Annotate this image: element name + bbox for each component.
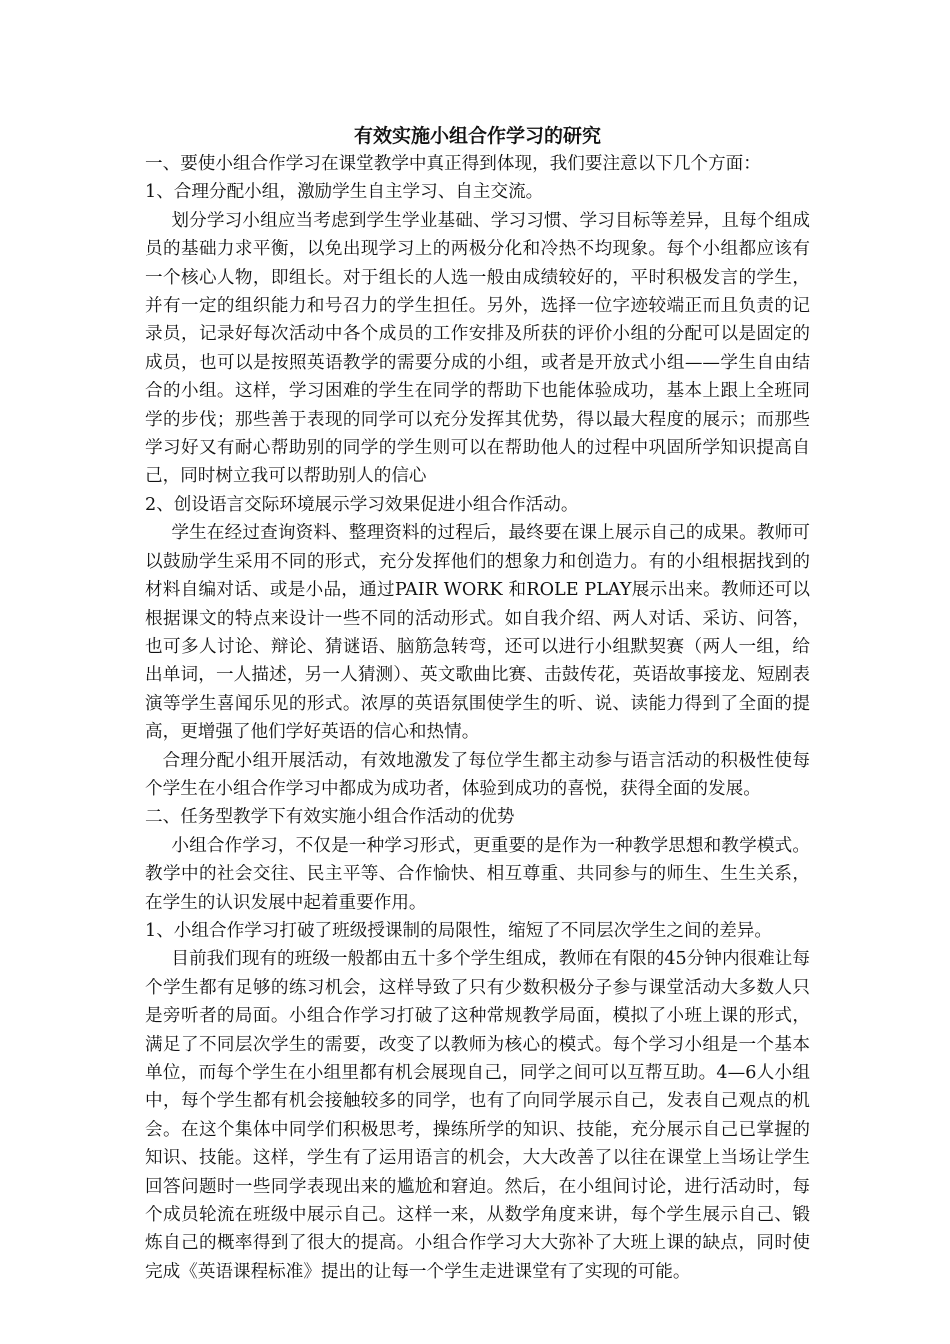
body-paragraph: 划分学习小组应当考虑到学生学业基础、学习习惯、学习目标等差异，且每个组成员的基础力求平衡，以免出现学习上的两极分化和冷热不均现象。每个小组都应该有一个核心人物，即组长。对于组长的人选一般由成绩较好的，平时积极发言的学生，并有一定的组织能力和号召力的学生担任。另外，选择一位字迹较端正而且负责的记录员，记录好每次活动中各个成员的工作安排及所获的评价小组的分配可以是固定的成员，也可以是按照英语教学的需要分成的小组，或者是开放式小组——学生自由结合的小组。这样，学习困难的学生在同学的帮助下也能体验成功，基本上跟上全班同学的步伐；那些善于表现的同学可以充分发挥其优势，得以最大程度的展示；而那些学习好又有耐心帮助别的同学的学生则可以在帮助他人的过程中巩固所学知识提高自己，同时树立我可以帮助别人的信心 [145,210,810,487]
section-heading: 2、创设语言交际环境展示学习效果促进小组合作活动。 [145,494,579,515]
section-heading: 一、要使小组合作学习在课堂教学中真正得到体现，我们要注意以下几个方面： [145,154,761,174]
section-heading: 1、小组合作学习打破了班级授课制的局限性，缩短了不同层次学生之间的差异。 [145,920,772,941]
body-paragraph: 学生在经过查询资料、整理资料的过程后，最终要在课上展示自己的成果。教师可以鼓励学生采用不同的形式，充分发挥他们的想象力和创造力。有的小组根据找到的材料自编对话、或是小品，通过PAIR WORK 和ROLE PLAY展示出来。教师还可以根据课文的特点来设计一些不同的活动形式。如自我介绍、两人对话、采访、问答，也可多人讨论、辩论、猜谜语、脑筋急转弯，还可以进行小组默契赛（两人一组，给出单词，一人描述，另一人猜测）、英文歌曲比赛、击鼓传花，英语故事接龙、短剧表演等学生喜闻乐见的形式。浓厚的英语氛围使学生的听、说、读能力得到了全面的提高，更增强了他们学好英语的信心和热情。 [145,523,810,743]
document-title: 有效实施小组合作学习的研究 [353,125,601,147]
section-heading: 1、合理分配小组，激励学生自主学习、自主交流。 [145,182,544,203]
body-paragraph: 小组合作学习，不仅是一种学习形式，更重要的是作为一种教学思想和教学模式。教学中的社会交往、民主平等、合作愉快、相互尊重、共同参与的师生、生生关系，在学生的认识发展中起着重要作用。 [145,835,810,913]
section-heading: 二、任务型教学下有效实施小组合作活动的优势 [145,807,515,828]
body-paragraph: 合理分配小组开展活动，有效地激发了每位学生都主动参与语言活动的积极性使每个学生在小组合作学习中都成为成功者，体验到成功的喜悦，获得全面的发展。 [145,750,810,799]
document-body [145,150,810,1286]
document-page [145,122,810,1286]
body-paragraph: 目前我们现有的班级一般都由五十多个学生组成，教师在有限的45分钟内很难让每个学生都有足够的练习机会，这样导致了只有少数积极分子参与课堂活动大多数人只是旁听者的局面。小组合作学习打破了这种常规教学局面，模拟了小班上课的形式，满足了不同层次学生的需要，改变了以教师为核心的模式。每个学习小组是一个基本单位，而每个学生在小组里都有机会展现自己，同学之间可以互帮互助。4—6人小组中，每个学生都有机会接触较多的同学，也有了向同学展示自己，发表自己观点的机会。在这个集体中同学们积极思考，操练所学的知识、技能，充分展示自己已掌握的知识、技能。这样，学生有了运用语言的机会，大大改善了以往在课堂上当场让学生回答问题时一些同学表现出来的尴尬和窘迫。然后，在小组间讨论，进行活动时，每个成员轮流在班级中展示自己。这样一来，从数学角度来讲，每个学生展示自己、锻炼自己的概率得到了很大的提高。小组合作学习大大弥补了大班上课的缺点，同时使完成《英语课程标准》提出的让每一个学生走进课堂有了实现的可能。 [145,949,810,1282]
